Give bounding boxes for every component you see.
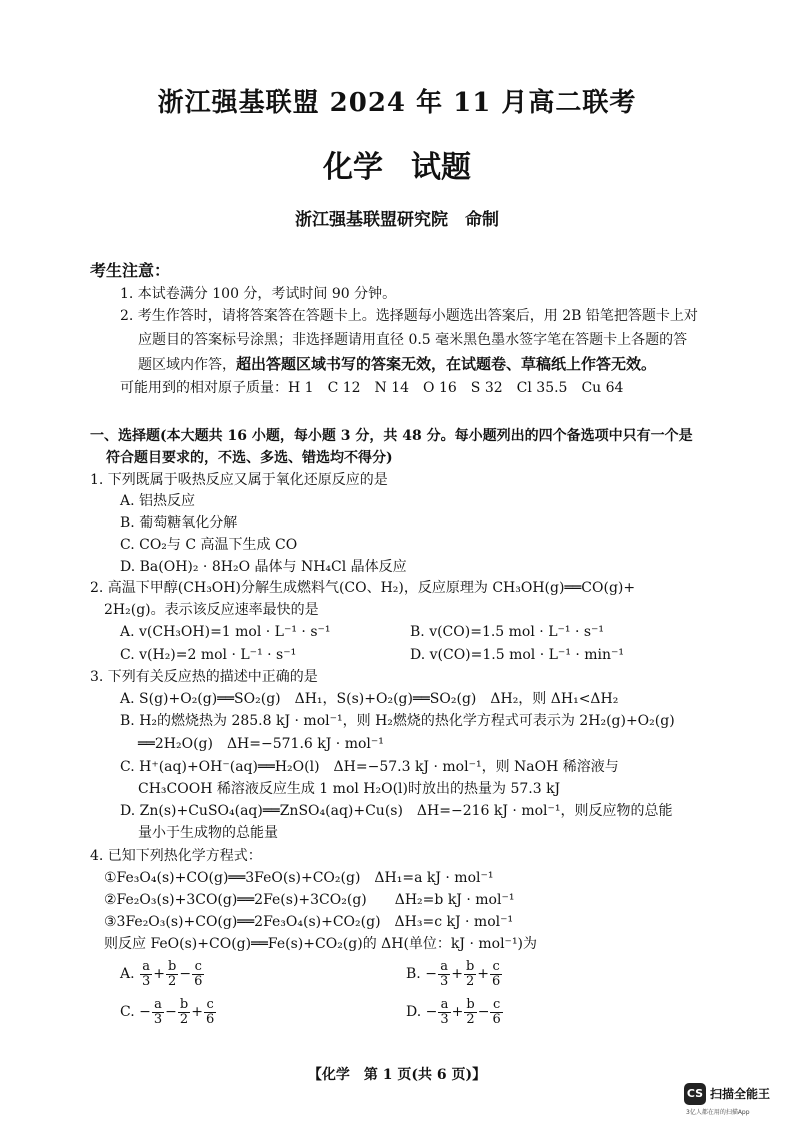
camscanner-logo-icon: CS	[684, 1083, 706, 1105]
q2-option-c: C. v(H₂)=2 mol · L⁻¹ · s⁻¹	[120, 647, 297, 663]
q1-option-c: C. CO₂与 C 高温下生成 CO	[120, 537, 298, 553]
q4-equation-1: ①Fe₃O₄(s)+CO(g)══3FeO(s)+CO₂(g) ΔH₁=a kJ · mol⁻¹	[104, 870, 494, 886]
q1-option-b: B. 葡萄糖氧化分解	[120, 515, 238, 531]
paper-label: 试题	[411, 150, 471, 185]
q2-option-b: B. v(CO)=1.5 mol · L⁻¹ · s⁻¹	[410, 624, 605, 640]
q3-option-a: A. S(g)+O₂(g)══SO₂(g) ΔH₁，S(s)+O₂(g)══SO₂(g) ΔH₂，则 ΔH₁<ΔH₂	[120, 691, 619, 707]
q4-stem: 4. 已知下列热化学方程式：	[90, 848, 262, 864]
notice-item-2c	[138, 354, 656, 375]
notice-item-2c-bold: 超出答题区域书写的答案无效，在试题卷、草稿纸上作答无效。	[236, 355, 657, 373]
q1-option-d: D. Ba(OH)₂ · 8H₂O 晶体与 NH₄Cl 晶体反应	[120, 559, 407, 575]
fraction: $\frac{b}{2}$	[465, 958, 475, 989]
q4-option-a-label: A.	[120, 966, 135, 982]
q4-option-b: B. − $\frac{a}{3}$ + $\frac{b}{2}$ + $\frac{c}{6}$	[406, 958, 501, 989]
q4-equation-3: ③3Fe₂O₃(s)+CO(g)══2Fe₃O₄(s)+CO₂(g) ΔH₃=c kJ · mol⁻¹	[104, 914, 514, 930]
q3-option-c-2: CH₃COOH 稀溶液反应生成 1 mol H₂O(l)时放出的热量为 57.3 kJ	[138, 781, 561, 797]
q4-option-c: C. − $\frac{a}{3}$ − $\frac{b}{2}$ + $\frac{c}{6}$	[120, 996, 215, 1027]
q1-option-a: A. 铝热反应	[120, 493, 196, 509]
fraction: $\frac{a}{3}$	[440, 996, 449, 1027]
q3-option-c-1: C. H⁺(aq)+OH⁻(aq)══H₂O(l) ΔH=−57.3 kJ · mol⁻¹，则 NaOH 稀溶液与	[120, 759, 619, 775]
fraction: $\frac{a}{3}$	[153, 996, 163, 1027]
watermark-tagline: 3亿人都在用的扫描App	[686, 1109, 750, 1116]
q3-option-b-1: B. H₂的燃烧热为 285.8 kJ · mol⁻¹，则 H₂燃烧的热化学方程式可表示为 2H₂(g)+O₂(g)	[120, 713, 675, 729]
scanner-watermark	[684, 1083, 788, 1117]
exam-title: 浙江强基联盟 2024 年 11 月高二联考	[157, 88, 637, 118]
notice-item-1: 1. 本试卷满分 100 分，考试时间 90 分钟。	[120, 286, 397, 302]
q4-option-a: A. $\frac{a}{3}$ + $\frac{b}{2}$ − $\frac{c}{6}$	[120, 958, 203, 989]
q2-stem-2: 2H₂(g)。表示该反应速率最快的是	[104, 602, 319, 618]
organizer: 浙江强基联盟研究院 命制	[295, 210, 499, 230]
fraction: $\frac{a}{3}$	[142, 958, 151, 989]
q4-option-d-label: D.	[406, 1004, 422, 1020]
q4-equation-2: ②Fe₂O₃(s)+3CO(g)══2Fe(s)+3CO₂(g) ΔH₂=b kJ · mol⁻¹	[104, 892, 515, 908]
q2-stem-1: 2. 高温下甲醇(CH₃OH)分解生成燃料气(CO、H₂)，反应原理为 CH₃OH(g)══CO(g)+	[90, 580, 636, 596]
subject-label: 化学	[323, 150, 383, 185]
section-1-line-2: 符合题目要求的，不选、多选、错选均不得分)	[106, 450, 393, 466]
q3-option-b-2: ══2H₂O(g) ΔH=−571.6 kJ · mol⁻¹	[138, 736, 384, 752]
exam-subtitle	[0, 142, 794, 186]
q3-stem: 3. 下列有关反应热的描述中正确的是	[90, 669, 318, 685]
page-footer: 【化学 第 1 页(共 6 页)】	[307, 1067, 487, 1083]
q1-stem: 1. 下列既属于吸热反应又属于氧化还原反应的是	[90, 472, 388, 488]
atomic-masses: 可能用到的相对原子质量：H 1 C 12 N 14 O 16 S 32 Cl 35.5 Cu 64	[120, 380, 624, 396]
q4-ask: 则反应 FeO(s)+CO(g)══Fe(s)+CO₂(g)的 ΔH(单位：kJ · mol⁻¹)为	[104, 936, 538, 952]
fraction: $\frac{c}{6}$	[205, 996, 215, 1027]
fraction: $\frac{c}{6}$	[492, 996, 501, 1027]
fraction: $\frac{c}{6}$	[194, 958, 203, 989]
q3-option-d-1: D. Zn(s)+CuSO₄(aq)══ZnSO₄(aq)+Cu(s) ΔH=−216 kJ · mol⁻¹，则反应物的总能	[120, 803, 673, 819]
notice-heading: 考生注意：	[90, 261, 171, 280]
fraction: $\frac{c}{6}$	[492, 958, 501, 989]
q3-option-d-2: 量小于生成物的总能量	[138, 825, 278, 841]
q2-option-a: A. v(CH₃OH)=1 mol · L⁻¹ · s⁻¹	[120, 624, 331, 640]
q4-option-c-label: C.	[120, 1004, 135, 1020]
q4-option-b-label: B.	[406, 966, 421, 982]
fraction: $\frac{b}{2}$	[179, 996, 189, 1027]
fraction: $\frac{b}{2}$	[466, 996, 475, 1027]
watermark-name: 扫描全能王	[710, 1087, 771, 1101]
q4-option-d: D. − $\frac{a}{3}$ + $\frac{b}{2}$ − $\frac{c}{6}$	[406, 996, 501, 1027]
notice-item-2c-plain: 题区域内作答，	[138, 357, 236, 373]
q2-option-d: D. v(CO)=1.5 mol · L⁻¹ · min⁻¹	[410, 647, 625, 663]
notice-item-2b: 应题目的答案标号涂黑；非选择题请用直径 0.5 毫米黑色墨水签字笔在答题卡上各题的答	[138, 332, 688, 348]
fraction: $\frac{b}{2}$	[168, 958, 177, 989]
fraction: $\frac{a}{3}$	[439, 958, 449, 989]
section-1-line-1: 一、选择题(本大题共 16 小题，每小题 3 分，共 48 分。每小题列出的四个备选项中只有一个是	[90, 428, 693, 444]
notice-item-2a: 2. 考生作答时，请将答案答在答题卡上。选择题每小题选出答案后，用 2B 铅笔把答题卡上对	[120, 308, 698, 324]
